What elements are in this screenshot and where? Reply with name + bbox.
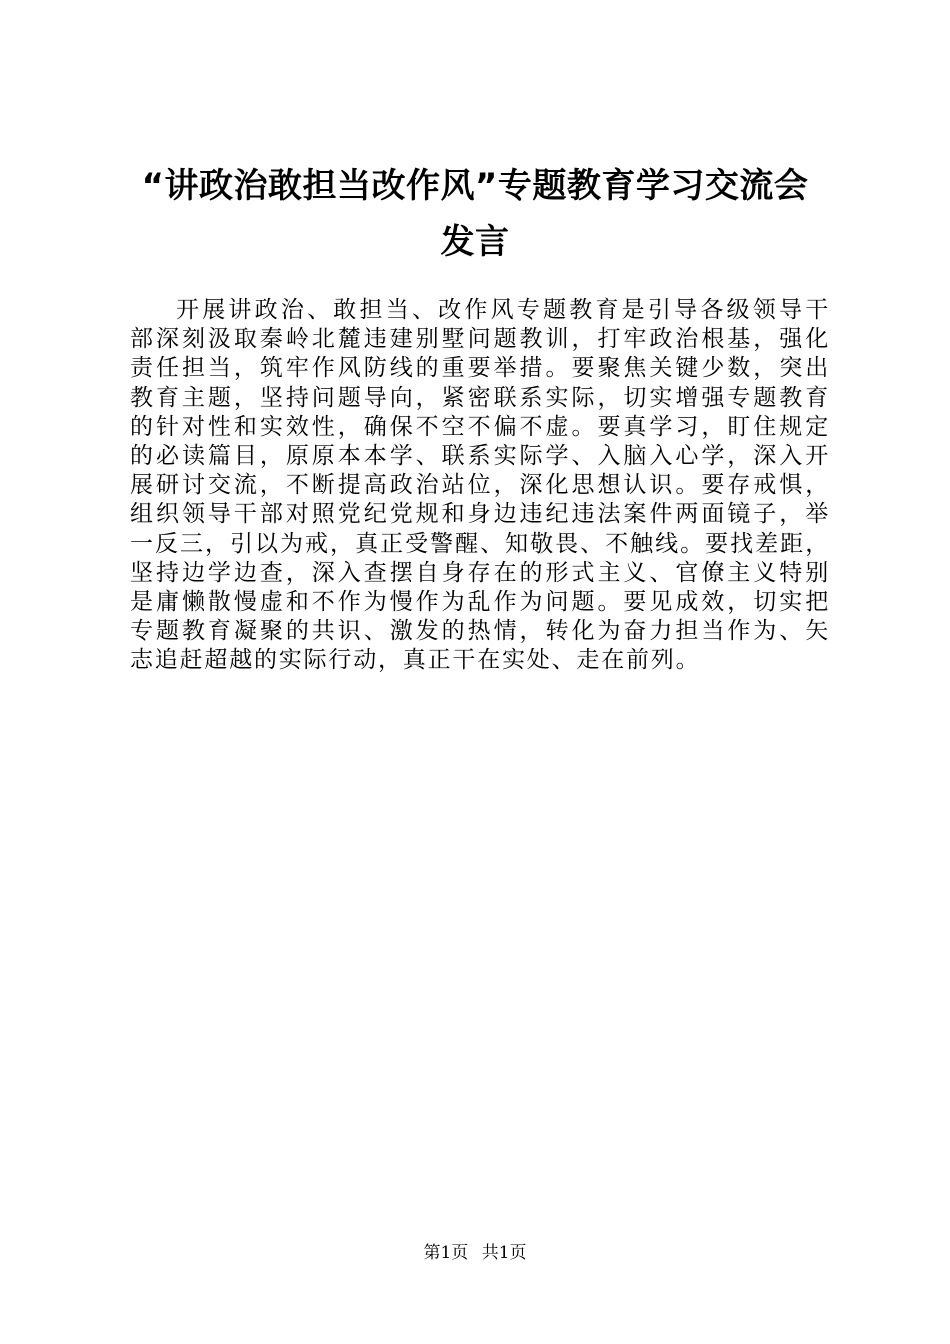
page-number-total: 共1页 [481, 1243, 527, 1263]
paragraph-line: 展研讨交流，不断提高政治站位，深化思想认识。要存戒惧， [130, 472, 830, 499]
title-line: 发言 [440, 222, 510, 262]
paragraph-line: 的必读篇目，原原本本学、联系实际学、入脑入心学，深入开 [130, 443, 830, 470]
paragraph-line: 志追赶超越的实际行动，真正干在实处、走在前列。 [130, 647, 701, 674]
paragraph-line: 坚持边学边查，深入查摆自身存在的形式主义、官僚主义特别 [130, 559, 830, 586]
paragraph-line: 开展讲政治、敢担当、改作风专题教育是引导各级领导干 [176, 297, 830, 323]
paragraph-line: 专题教育凝聚的共识、激发的热情，转化为奋力担当作为、矢 [130, 618, 830, 645]
body-paragraph [130, 296, 830, 676]
document-title [110, 158, 840, 270]
title-line: “讲政治敢担当改作风”专题教育学习交流会 [141, 166, 809, 206]
paragraph-line: 责任担当，筑牢作风防线的重要举措。要聚焦关键少数，突出 [130, 355, 830, 382]
page-footer [0, 1242, 950, 1264]
paragraph-line: 组织领导干部对照党纪党规和身边违纪违法案件两面镜子，举 [130, 501, 830, 528]
paragraph-line: 一反三，引以为戒，真正受警醒、知敬畏、不触线。要找差距， [130, 530, 830, 557]
paragraph-line: 教育主题，坚持问题导向，紧密联系实际，切实增强专题教育 [130, 384, 830, 411]
paragraph-line: 的针对性和实效性，确保不空不偏不虚。要真学习，盯住规定 [130, 413, 830, 440]
page-number-current: 第1页 [423, 1243, 469, 1263]
paragraph-line: 部深刻汲取秦岭北麓违建别墅问题教训，打牢政治根基，强化 [130, 326, 830, 353]
paragraph-line: 是庸懒散慢虚和不作为慢作为乱作为问题。要见成效，切实把 [130, 589, 830, 616]
